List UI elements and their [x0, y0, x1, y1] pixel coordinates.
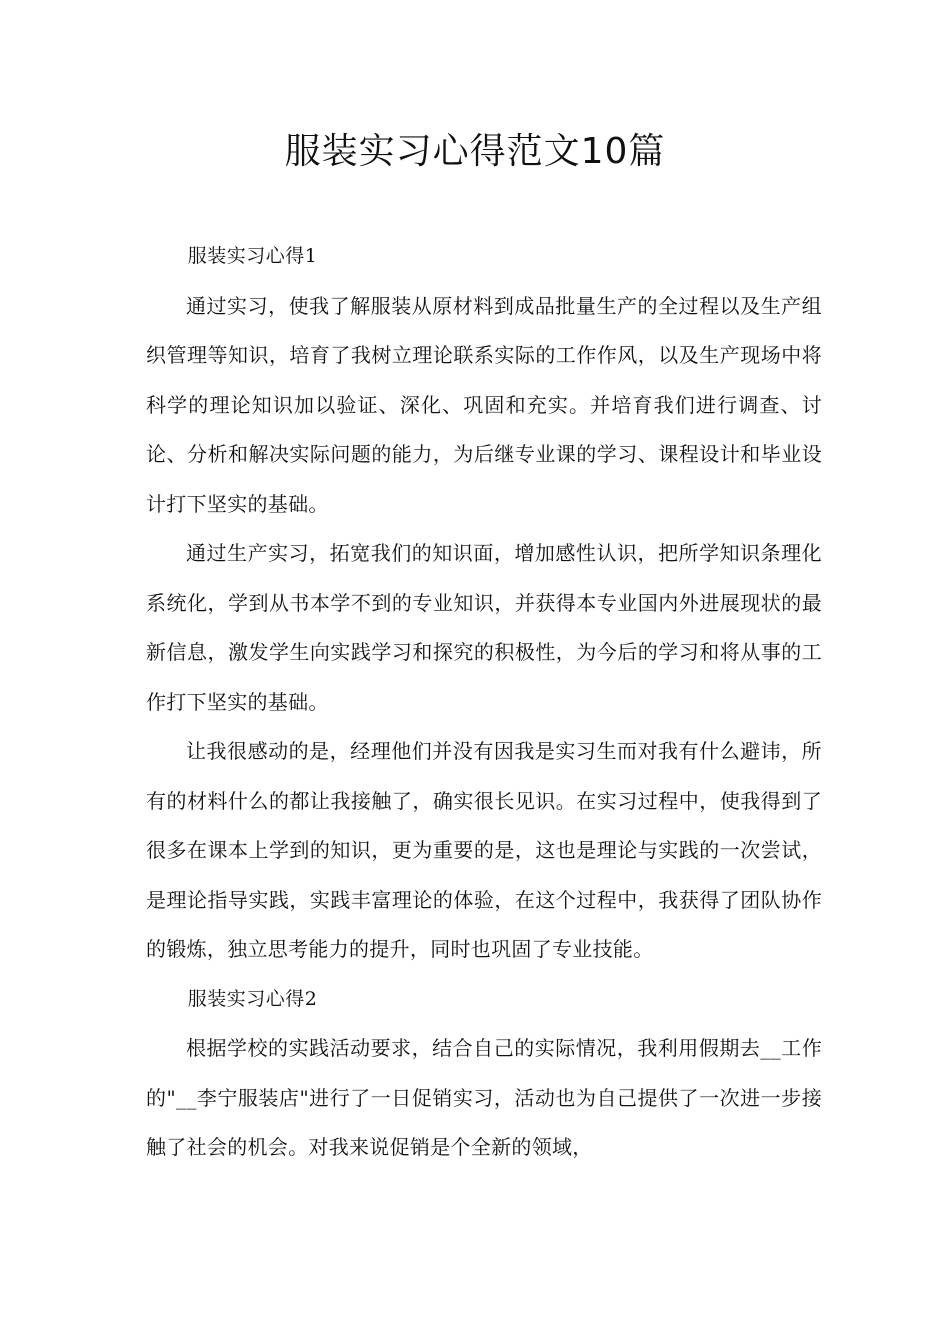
section-heading-2: 服装实习心得2	[187, 987, 318, 1010]
document-title: 服装实习心得范文10篇	[284, 131, 666, 172]
paragraph-1-3: 让我很感动的是，经理他们并没有因我是实习生而对我有什么避讳，所有的材料什么的都让我接触了，确实很长见识。在实习过程中，使我得到了很多在课本上学到的知识，更为重要的是，这也是理论与实践的一次尝试，是理论指导实践，实践丰富理论的体验，在这个过程中，我获得了团队协作的锻炼，独立思考能力的提升，同时也巩固了专业技能。	[146, 739, 822, 961]
paragraph-1-1: 通过实习，使我了解服装从原材料到成品批量生产的全过程以及生产组织管理等知识，培育了我树立理论联系实际的工作作风，以及生产现场中将科学的理论知识加以验证、深化、巩固和充实。并培育我们进行调查、讨论、分析和解决实际问题的能力，为后继专业课的学习、课程设计和毕业设计打下坚实的基础。	[146, 293, 822, 516]
paragraph-1-2: 通过生产实习，拓宽我们的知识面，增加感性认识，把所学知识条理化系统化，学到从书本学不到的专业知识，并获得本专业国内外进展现状的最新信息，激发学生向实践学习和探究的积极性，为今后的学习和将从事的工作打下坚实的基础。	[146, 541, 822, 714]
section-heading-1: 服装实习心得1	[187, 245, 318, 267]
paragraph-2-1: 根据学校的实践活动要求，结合自己的实际情况，我利用假期去__工作的"__李宁服装店"进行了一日促销实习，活动也为自己提供了一次进一步接触了社会的机会。对我来说促销是个全新的领域，	[146, 1036, 822, 1159]
document-body	[146, 232, 822, 1173]
